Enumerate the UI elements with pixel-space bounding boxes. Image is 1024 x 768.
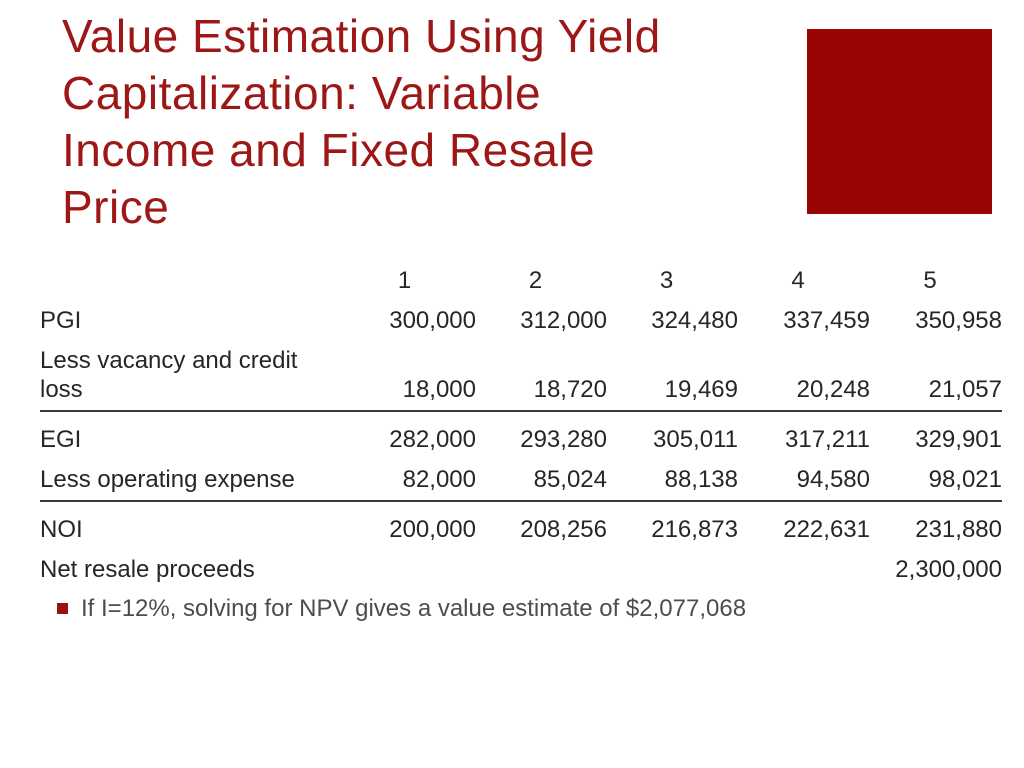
bullet-square-icon	[57, 603, 68, 614]
table-cell: 21,057	[870, 341, 1002, 411]
table-row-noi	[40, 501, 1002, 550]
cashflow-table	[40, 261, 1002, 590]
table-cell: 312,000	[520, 307, 607, 334]
table-cell: 324,480	[651, 307, 738, 334]
table-row-egi	[40, 411, 1002, 460]
row-label: EGI	[40, 426, 82, 453]
row-label: Less operating expense	[40, 460, 345, 501]
table-cell: 82,000	[345, 460, 476, 501]
table-row-pgi	[40, 301, 1002, 341]
table-cell: 350,958	[915, 307, 1002, 334]
table-cell: 88,138	[607, 460, 738, 501]
year-header-2: 2	[528, 267, 543, 294]
table-cell: 337,459	[783, 307, 870, 334]
table-cell: 208,256	[520, 516, 607, 543]
table-cell	[476, 550, 607, 590]
row-label: NOI	[40, 516, 83, 543]
year-header-4: 4	[791, 267, 805, 294]
bullet-item	[57, 594, 746, 624]
table-cell: 317,211	[785, 426, 870, 453]
year-header-1: 1	[397, 267, 412, 294]
title-line-1: Value Estimation Using Yield	[62, 10, 661, 62]
title-line-3: Income and Fixed Resale	[62, 124, 596, 176]
table-cell	[345, 550, 476, 590]
table-row-operating-expense	[40, 460, 1002, 501]
table-row-vacancy-loss	[40, 341, 1002, 411]
table-cell: 18,000	[345, 341, 476, 411]
table-cell: 305,011	[653, 426, 738, 453]
table-cell: 231,880	[915, 516, 1002, 543]
table-cell: 18,720	[476, 341, 607, 411]
table-cell: 282,000	[389, 426, 476, 453]
table-cell: 98,021	[870, 460, 1002, 501]
title-line-2: Capitalization: Variable	[62, 67, 542, 119]
table-cell: 2,300,000	[895, 556, 1002, 583]
year-header-3: 3	[659, 267, 674, 294]
slide-title	[62, 8, 782, 236]
table-cell	[738, 550, 870, 590]
table-cell: 293,280	[520, 426, 607, 453]
year-header-5: 5	[923, 267, 937, 294]
table-corner-cell	[40, 261, 345, 301]
table-cell: 216,873	[651, 516, 738, 543]
table-header-row	[40, 261, 1002, 301]
table-cell: 200,000	[389, 516, 476, 543]
table-cell	[607, 550, 738, 590]
table-cell: 20,248	[738, 341, 870, 411]
accent-square	[807, 29, 992, 214]
table-cell: 329,901	[915, 426, 1002, 453]
title-line-4: Price	[62, 181, 170, 233]
table-cell: 222,631	[783, 516, 870, 543]
table-cell: 300,000	[389, 307, 476, 334]
table-cell: 19,469	[607, 341, 738, 411]
table-cell: 85,024	[476, 460, 607, 501]
table-cell: 94,580	[738, 460, 870, 501]
row-label: Less vacancy and credit loss	[40, 341, 345, 411]
table-row-net-resale	[40, 550, 1002, 590]
bullet-text: If I=12%, solving for NPV gives a value estimate of $2,077,068	[81, 595, 747, 622]
row-label: Net resale proceeds	[40, 556, 255, 583]
row-label: PGI	[40, 307, 82, 334]
